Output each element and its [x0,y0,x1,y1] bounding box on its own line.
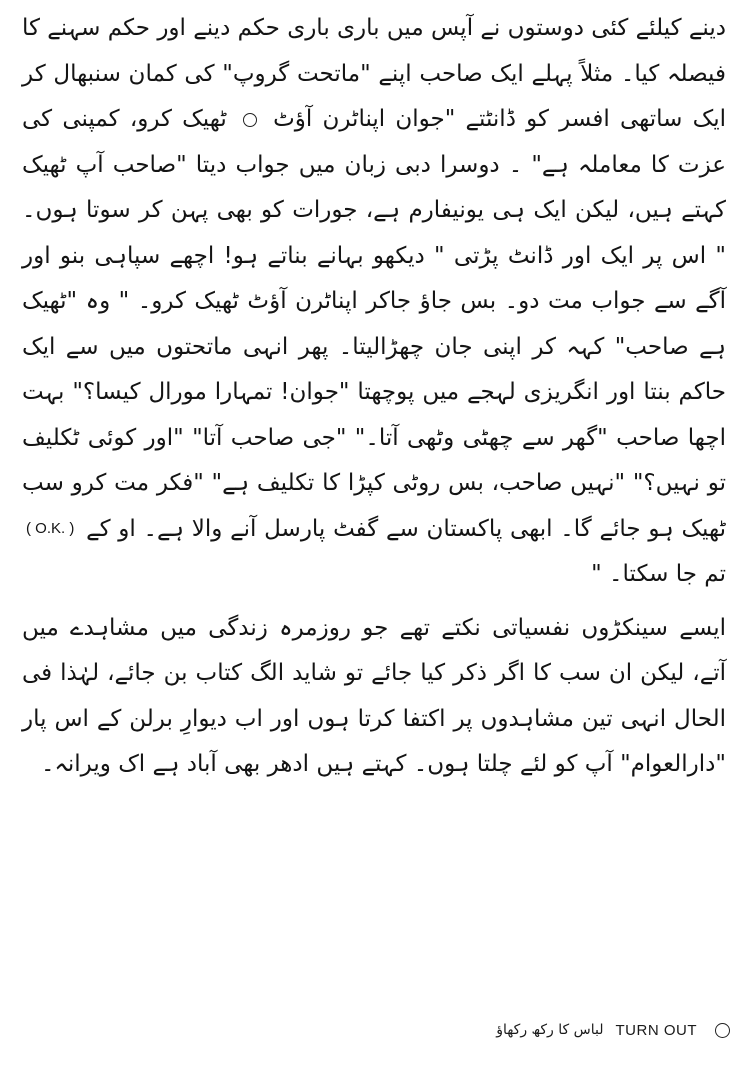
paragraph-1-text-c: تم جا سکتا۔ " [591,561,726,587]
footer-circle-icon [715,1023,730,1038]
page-footer [496,1018,730,1042]
paragraph-1-text-a: دینے کیلئے کئی دوستوں نے آپس میں باری باری حکم دینے اور حکم سہنے کا فیصلہ کیا۔ مثلاً پہلے ایک صاحب اپنے "ماتحت گروپ" کی کمان سنبھال کر ایک ساتھی افسر کو ڈانٹتے "جوان اپناٹرن آؤٹ [22,15,726,132]
paragraph-2 [22,606,726,788]
footer-urdu-label: لباس کا رکھ رکھاؤ [496,1022,604,1038]
body-text [22,6,726,788]
circle-bullet-icon [243,113,257,127]
footer-english-label: TURN OUT [615,1021,697,1039]
paragraph-2-text: ایسے سینکڑوں نفسیاتی نکتے تھے جو روزمرہ زندگی میں مشاہدے میں آتے، لیکن ان سب کا اگر ذکر کیا جائے تو شاید الگ کتاب بن جائے، لہٰذا فی الحال انہی تین مشاہدوں پر اکتفا کرتا ہوں اور اب دیوارِ برلن کے اس پار "دارالعوام" آپ کو لئے چلتا ہوں۔ کہتے ہیں ادھر بھی آباد ہے اک ویرانہ۔ [22,614,726,777]
ok-label: ( O.K. ) [26,520,75,537]
paragraph-1 [22,6,726,598]
paragraph-1-text-b: ٹھیک کرو، کمپنی کی عزت کا معاملہ ہے" ۔ دوسرا دبی زبان میں جواب دیتا "صاحب آپ ٹھیک کہتے ہیں، لیکن ایک ہی یونیفارم ہے، جورات کو بھی پہن کر سوتا ہوں۔ " اس پر ایک اور ڈانٹ پڑتی " دیکھو بہانے بناتے ہو! اچھے سپاہی بنو اور آگے سے جواب مت دو۔ بس جاؤ جاکر اپناٹرن آؤٹ ٹھیک کرو۔ " وہ "ٹھیک ہے صاحب" کہہ کر اپنی جان چھڑالیتا۔ پھر انہی ماتحتوں میں سے ایک حاکم بنتا اور انگریزی لہجے میں پوچھتا "جوان! تمہارا مورال کیسا؟" بہت اچھا صاحب "گھر سے چھٹی وٹھی آتا۔" "جی صاحب آتا" "اور کوئی ٹکلیف تو نہیں؟" "نہیں صاحب، بس روٹی کپڑا کا تکلیف ہے" "فکر مت کرو سب ٹھیک ہو جائے گا۔ ابھی پاکستان سے گفٹ پارسل آنے والا ہے۔ او کے [22,106,727,542]
